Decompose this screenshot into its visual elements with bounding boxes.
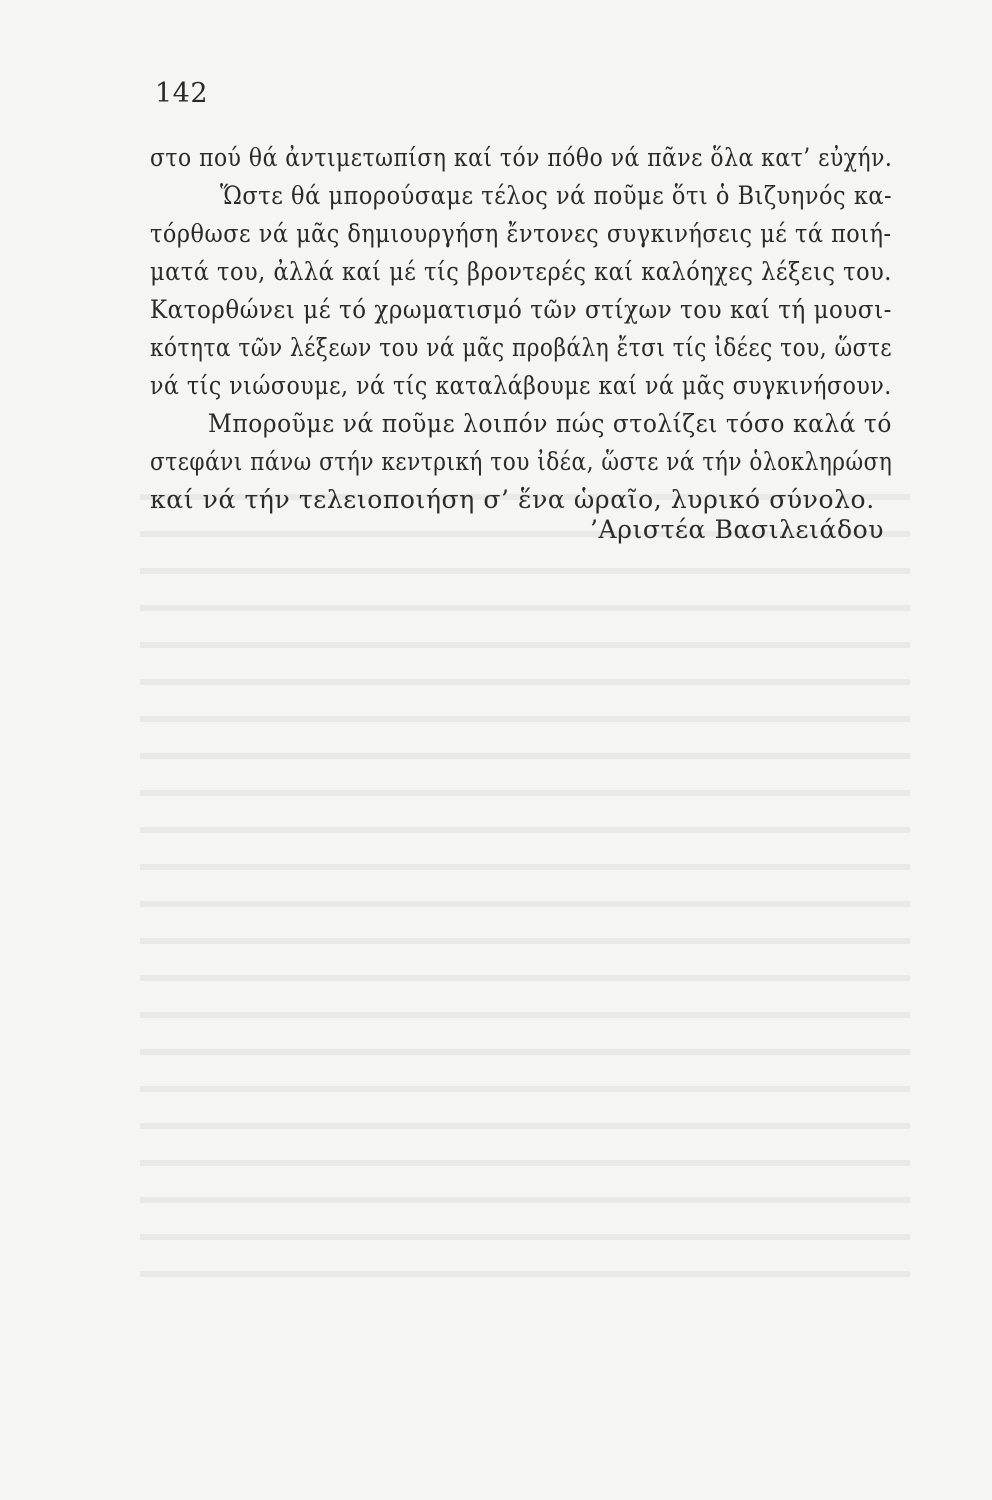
- text-line: Κατορθώνει μέ τό χρωματισμό τῶν στίχων του καί τή μουσι-: [150, 295, 892, 324]
- text-line: στεφάνι πάνω στήν κεντρική του ἰδέα, ὥστε νά τήν ὁλοκληρώση: [150, 447, 893, 476]
- author-signature: ’Αριστέα Βασιλειάδου: [590, 515, 885, 544]
- page-number: 142: [155, 78, 209, 109]
- bleed-through-texture: [140, 470, 910, 1290]
- text-line: Ὥστε θά μπορούσαμε τέλος νά ποῦμε ὅτι ὁ Βιζυηνός κα-: [220, 181, 893, 210]
- text-line: ματά του, ἀλλά καί μέ τίς βροντερές καί καλόηχες λέξεις του.: [150, 257, 892, 286]
- text-line: στο πού θά ἀντιμετωπίση καί τόν πόθο νά πᾶνε ὅλα κατ’ εὐχήν.: [150, 143, 893, 172]
- text-line: τόρθωσε νά μᾶς δημιουργήση ἔντονες συγκινήσεις μέ τά ποιή-: [150, 219, 892, 248]
- text-line: Μποροῦμε νά ποῦμε λοιπόν πώς στολίζει τόσο καλά τό: [208, 409, 892, 438]
- text-line: νά τίς νιώσουμε, νά τίς καταλάβουμε καί νά μᾶς συγκινήσουν.: [150, 371, 892, 400]
- text-line: καί νά τήν τελειοποιήση σ’ ἕνα ὡραῖο, λυρικό σύνολο.: [150, 485, 875, 514]
- text-line: κότητα τῶν λέξεων του νά μᾶς προβάλη ἔτσι τίς ἰδέες του, ὥστε: [150, 333, 893, 362]
